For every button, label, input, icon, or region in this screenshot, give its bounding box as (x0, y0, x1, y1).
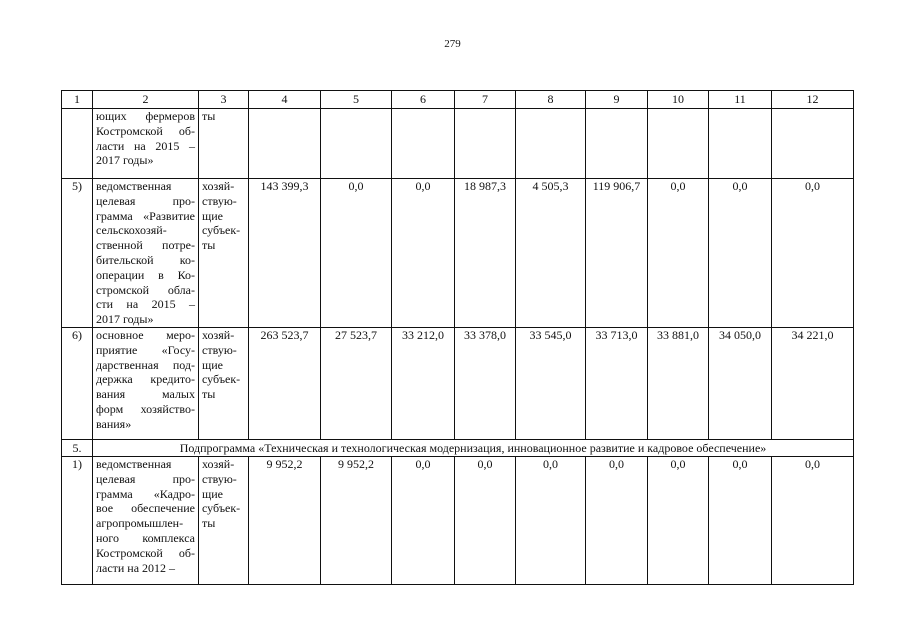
program-name-line: сельскохозяй- (96, 223, 167, 238)
header-cell: 2 (93, 91, 199, 109)
executor (199, 327, 249, 439)
header-cell: 9 (586, 91, 648, 109)
word: обеспечение (131, 501, 195, 516)
program-name-line (96, 372, 195, 387)
value-cell (772, 109, 854, 179)
header-row (62, 91, 854, 109)
executor (199, 179, 249, 328)
executor-line: ствую- (202, 342, 237, 357)
value-cell: 0,0 (321, 179, 392, 328)
word: ющих (96, 109, 127, 123)
value-cell: 263 523,7 (249, 327, 321, 439)
row-number: 5) (62, 179, 93, 328)
word: Ко- (177, 267, 195, 282)
value-cell: 9 952,2 (321, 456, 392, 584)
table-row (62, 327, 854, 439)
value-cell (516, 109, 586, 179)
value-cell (586, 109, 648, 179)
executor-line: ты (202, 387, 216, 402)
value-cell: 0,0 (392, 179, 455, 328)
program-name-line (96, 297, 195, 312)
word: про- (172, 193, 195, 208)
value-cell: 0,0 (392, 456, 455, 584)
value-cell (709, 109, 772, 179)
program-name-line (96, 487, 195, 502)
value-cell: 143 399,3 (249, 179, 321, 328)
value-cell: 33 378,0 (455, 327, 516, 439)
word: – (188, 297, 195, 312)
word: дарственная (96, 357, 159, 372)
word: об- (178, 123, 195, 138)
value-cell (321, 109, 392, 179)
program-name-line (96, 268, 195, 283)
value-cell (392, 109, 455, 179)
word: ласти (96, 138, 125, 153)
word: Костромской (96, 123, 163, 138)
table-row (62, 109, 854, 179)
word: потре- (162, 238, 195, 253)
word: целевая (96, 193, 136, 208)
executor-line: щие (202, 486, 223, 501)
executor-line: субъек- (202, 501, 241, 516)
word: ного (96, 530, 120, 545)
program-name-line (96, 194, 195, 209)
word: «Развитие (143, 208, 195, 223)
word: приятие (96, 342, 138, 357)
value-cell: 34 050,0 (709, 327, 772, 439)
word: малых (162, 387, 195, 402)
value-cell (249, 109, 321, 179)
word: вания (96, 387, 126, 402)
program-name-line (96, 253, 195, 268)
header-cell: 7 (455, 91, 516, 109)
program-name (93, 327, 199, 439)
program-name-line: вания» (96, 416, 132, 431)
program-name-line: ведомственная (96, 179, 172, 193)
executor-line: хозяй- (202, 327, 235, 342)
value-cell: 0,0 (455, 456, 516, 584)
header-cell: 6 (392, 91, 455, 109)
header-cell: 11 (709, 91, 772, 109)
program-name-line (96, 546, 195, 561)
executor-line: ты (202, 109, 216, 123)
word: операции (96, 267, 145, 282)
word: «Кадро- (153, 486, 195, 501)
value-cell: 4 505,3 (516, 179, 586, 328)
program-name-line (96, 109, 195, 124)
value-cell: 0,0 (586, 456, 648, 584)
program-name-line: ведомственная (96, 456, 172, 471)
word: комплекса (142, 530, 195, 545)
header-cell: 3 (199, 91, 249, 109)
executor-line: ствую- (202, 193, 237, 208)
word: форм (96, 401, 124, 416)
value-cell (648, 109, 709, 179)
value-cell: 0,0 (709, 456, 772, 584)
executor-line: ты (202, 516, 216, 531)
program-name-line (96, 139, 195, 154)
program-name-line (96, 124, 195, 139)
word: на (126, 297, 139, 312)
word: грамма (96, 208, 133, 223)
word: хозяйство- (140, 401, 195, 416)
executor-line: хозяй- (202, 456, 235, 471)
word: – (188, 138, 195, 153)
row-number: 6) (62, 327, 93, 439)
program-name (93, 179, 199, 328)
program-name-line (96, 343, 195, 358)
value-cell: 119 906,7 (586, 179, 648, 328)
value-cell: 33 713,0 (586, 327, 648, 439)
executor-line: щие (202, 208, 223, 223)
program-name-line: 2017 годы» (96, 153, 154, 168)
value-cell: 0,0 (648, 456, 709, 584)
program-name-line (96, 358, 195, 373)
row-number (62, 109, 93, 179)
word: ственной (96, 238, 143, 253)
value-cell: 34 221,0 (772, 327, 854, 439)
executor-line: субъек- (202, 223, 241, 238)
word: основное (96, 327, 144, 342)
executor-line: щие (202, 357, 223, 372)
word: «Госу- (161, 342, 195, 357)
program-name-line: 2017 годы» (96, 312, 154, 327)
row-number: 1) (62, 456, 93, 584)
word: кредито- (150, 372, 195, 387)
table-row (62, 179, 854, 328)
header-cell: 4 (249, 91, 321, 109)
program-name-line (96, 328, 195, 343)
word: бительской (96, 252, 154, 267)
header-cell: 10 (648, 91, 709, 109)
word: меро- (166, 327, 195, 342)
word: про- (172, 471, 195, 486)
program-name-line (96, 283, 195, 298)
header-cell: 8 (516, 91, 586, 109)
word: ко- (179, 252, 195, 267)
budget-table (61, 90, 854, 585)
word: 2015 (155, 138, 180, 153)
word: вое (96, 501, 114, 516)
value-cell: 0,0 (709, 179, 772, 328)
word: Костромской (96, 545, 163, 560)
executor-line: ствую- (202, 471, 237, 486)
value-cell: 18 987,3 (455, 179, 516, 328)
program-name-line (96, 387, 195, 402)
word: обла- (167, 282, 195, 297)
word: сти (96, 297, 113, 312)
value-cell: 33 881,0 (648, 327, 709, 439)
subprogram-row (62, 439, 854, 456)
header-cell: 12 (772, 91, 854, 109)
executor-line: хозяй- (202, 179, 235, 193)
program-name (93, 109, 199, 179)
program-name-line: ласти на 2012 – (96, 560, 176, 575)
word: целевая (96, 471, 136, 486)
value-cell: 0,0 (772, 456, 854, 584)
subprogram-title: Подпрограмма «Техническая и технологическая модернизация, инновационное развитие и кадровое обеспечение» (93, 439, 854, 456)
table-row (62, 456, 854, 584)
word: об- (178, 545, 195, 560)
word: под- (172, 357, 195, 372)
program-name-line (96, 531, 195, 546)
executor-line: ты (202, 238, 216, 253)
word: фермеров (145, 109, 195, 123)
program-name-line (96, 238, 195, 253)
word: грамма (96, 486, 133, 501)
word: в (158, 267, 164, 282)
program-name-line: агропромышлен- (96, 516, 184, 531)
executor-line: субъек- (202, 372, 241, 387)
program-name (93, 456, 199, 584)
value-cell: 33 212,0 (392, 327, 455, 439)
page-number: 279 (444, 38, 461, 50)
header-cell: 1 (62, 91, 93, 109)
word: 2015 (151, 297, 176, 312)
program-name-line (96, 402, 195, 417)
subprogram-number: 5. (62, 439, 93, 456)
program-name-line (96, 209, 195, 224)
word: держка (96, 372, 133, 387)
table-body (62, 91, 854, 585)
word: стромской (96, 282, 150, 297)
header-cell: 5 (321, 91, 392, 109)
value-cell: 27 523,7 (321, 327, 392, 439)
value-cell: 33 545,0 (516, 327, 586, 439)
value-cell: 9 952,2 (249, 456, 321, 584)
program-name-line (96, 501, 195, 516)
executor (199, 456, 249, 584)
value-cell: 0,0 (648, 179, 709, 328)
value-cell (455, 109, 516, 179)
executor (199, 109, 249, 179)
word: на (133, 138, 146, 153)
program-name-line (96, 472, 195, 487)
value-cell: 0,0 (772, 179, 854, 328)
value-cell: 0,0 (516, 456, 586, 584)
